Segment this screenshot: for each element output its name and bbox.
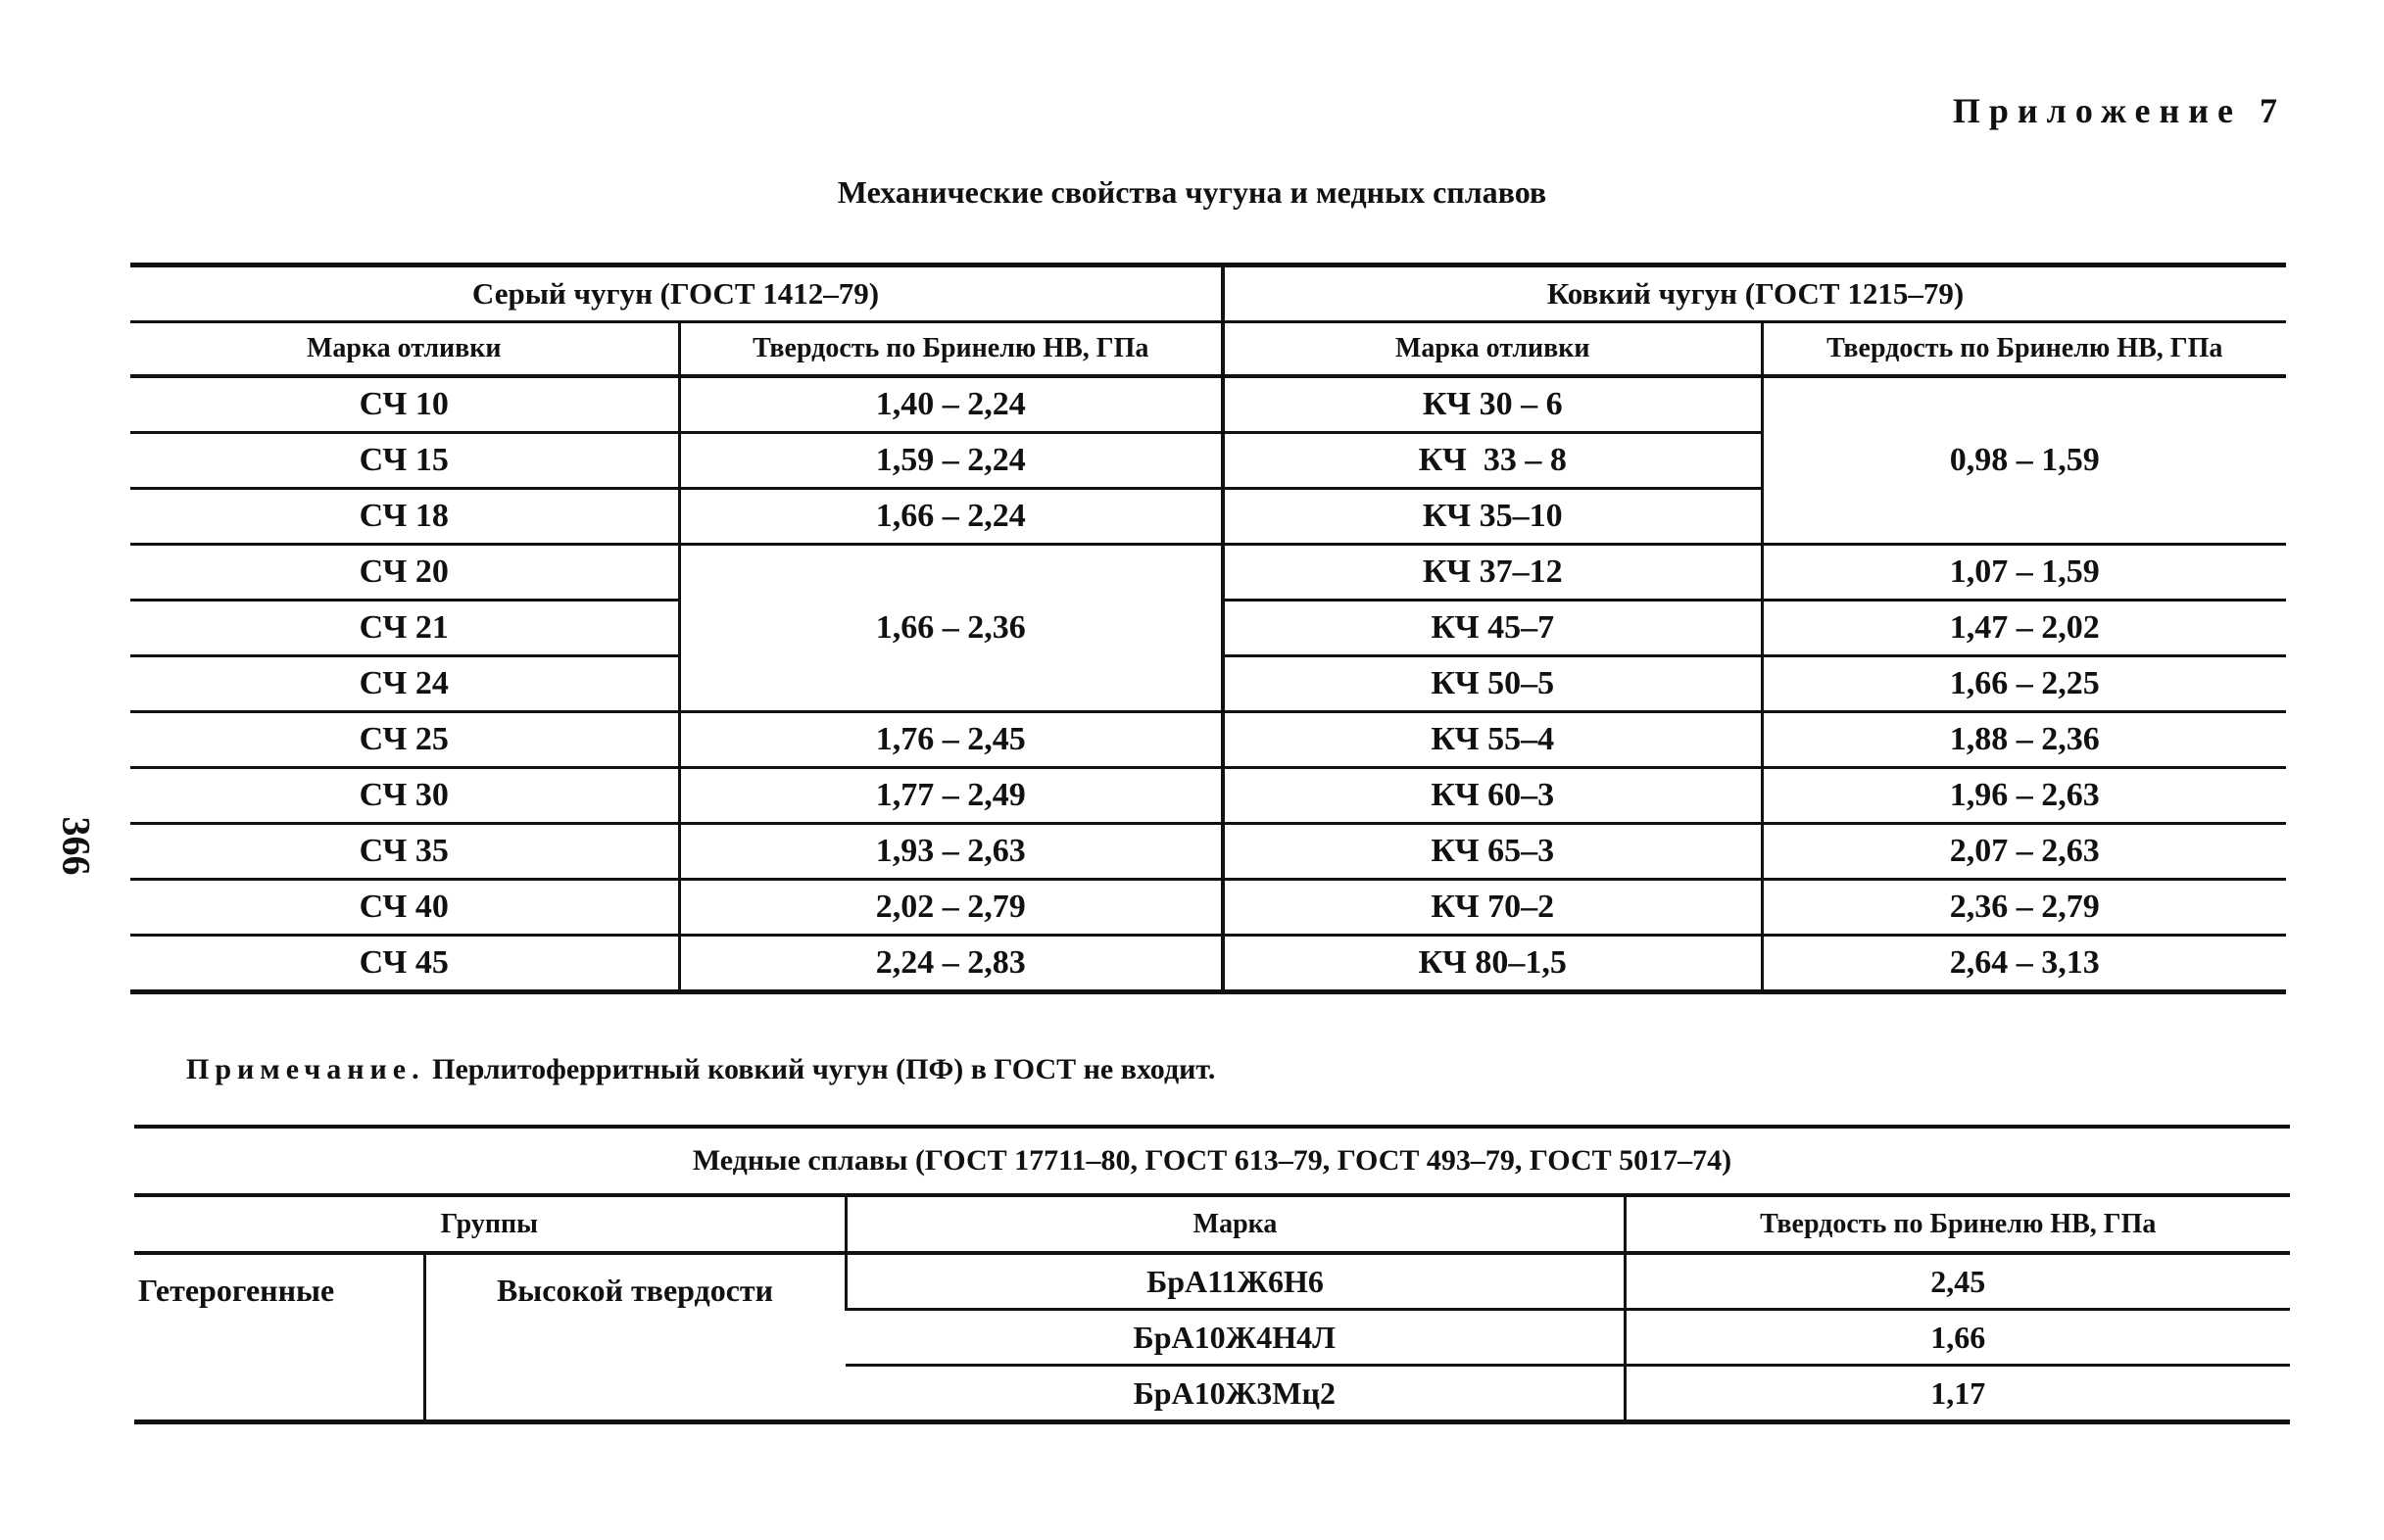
- malleable-grade-cell: КЧ 45–7: [1223, 601, 1762, 656]
- grey-grade-cell: СЧ 15: [130, 433, 679, 489]
- table-row: [130, 545, 2286, 601]
- grey-grade-cell: СЧ 25: [130, 712, 679, 768]
- note-text: Перлитоферритный ковкий чугун (ПФ) в ГОСТ не входит.: [432, 1053, 1216, 1085]
- grey-grade-cell: СЧ 45: [359, 944, 449, 981]
- cast-iron-table: [130, 263, 2286, 994]
- table-row: [130, 880, 2286, 936]
- table-row: [130, 712, 2286, 768]
- malleable-hardness-cell: 0,98 – 1,59: [1762, 376, 2286, 545]
- groups-column-header: Группы: [134, 1195, 846, 1253]
- grey-grade-column-header: Марка отливки: [130, 322, 679, 377]
- malleable-grade-cell: КЧ 60–3: [1223, 768, 1762, 824]
- grade-cell: БрА10Ж4Н4Л: [846, 1310, 1625, 1366]
- grey-grade-cell: СЧ 10: [130, 376, 679, 433]
- grade-cell: БрА11Ж6Н6: [846, 1253, 1625, 1310]
- subgroup-cell: Высокой твердости: [424, 1253, 846, 1422]
- malleable-hardness-cell: 2,36 – 2,79: [1762, 880, 2286, 936]
- table-row: [130, 824, 2286, 880]
- hardness-cell: 2,45: [1625, 1253, 2290, 1310]
- group-cell: Гетерогенные: [138, 1273, 335, 1308]
- grey-hardness-cell: 1,76 – 2,45: [679, 712, 1223, 768]
- malleable-grade-cell: КЧ 70–2: [1223, 880, 1762, 936]
- hardness-cell: 1,17: [1625, 1366, 2290, 1422]
- grey-grade-cell: СЧ 18: [130, 489, 679, 545]
- grey-hardness-cell: 2,24 – 2,83: [679, 936, 1223, 992]
- grade-column-header: Марка: [846, 1195, 1625, 1253]
- malleable-grade-cell: КЧ 80–1,5: [1223, 936, 1762, 992]
- grey-hardness-cell: 1,66 – 2,24: [679, 489, 1223, 545]
- malleable-hardness-cell: 2,07 – 2,63: [1762, 824, 2286, 880]
- malleable-hardness-cell: 2,64 – 3,13: [1762, 936, 2286, 992]
- malleable-hardness-cell: 1,47 – 2,02: [1762, 601, 2286, 656]
- malleable-grade-cell: КЧ 30 – 6: [1223, 376, 1762, 433]
- grey-grade-cell: СЧ 24: [130, 656, 679, 712]
- grey-grade-cell: СЧ 21: [130, 601, 679, 656]
- malleable-grade-cell: КЧ 35–10: [1223, 489, 1762, 545]
- malleable-grade-cell: КЧ 37–12: [1223, 545, 1762, 601]
- table-row: [130, 376, 2286, 433]
- note-lead: Примечание.: [186, 1053, 425, 1085]
- grey-grade-cell: СЧ 20: [130, 545, 679, 601]
- malleable-grade-cell: КЧ 65–3: [1223, 824, 1762, 880]
- malleable-grade-cell: КЧ 50–5: [1223, 656, 1762, 712]
- copper-caption: Медные сплавы (ГОСТ 17711–80, ГОСТ 613–79, ГОСТ 493–79, ГОСТ 5017–74): [692, 1144, 1732, 1177]
- table-row: [130, 936, 2286, 992]
- copper-top-rule: [134, 1125, 2290, 1129]
- malleable-hardness-cell: 1,88 – 2,36: [1762, 712, 2286, 768]
- hardness-cell: 1,66: [1625, 1310, 2290, 1366]
- malleable-grade-column-header: Марка отливки: [1223, 322, 1762, 377]
- page-title: Механические свойства чугуна и медных сплавов: [837, 174, 1547, 210]
- malleable-hardness-column-header: Твердость по Бринелю НВ, ГПа: [1762, 322, 2286, 377]
- hardness-column-header: Твердость по Бринелю НВ, ГПа: [1625, 1195, 2290, 1253]
- appendix-label: Приложение 7: [1952, 91, 2286, 130]
- note: [186, 1053, 1215, 1086]
- page-number: 366: [54, 816, 99, 876]
- grade-cell: БрА10Ж3Мц2: [1133, 1374, 1336, 1411]
- table-row: [130, 768, 2286, 824]
- grey-hardness-cell: 1,59 – 2,24: [679, 433, 1223, 489]
- grey-grade-cell: СЧ 40: [130, 880, 679, 936]
- grey-iron-header: Серый чугун (ГОСТ 1412–79): [130, 265, 1223, 322]
- malleable-grade-cell: КЧ 33 – 8: [1223, 433, 1762, 489]
- grey-hardness-cell: 1,93 – 2,63: [679, 824, 1223, 880]
- copper-alloys-table: [134, 1193, 2290, 1424]
- malleable-hardness-cell: 1,96 – 2,63: [1762, 768, 2286, 824]
- grey-hardness-cell: 1,77 – 2,49: [679, 768, 1223, 824]
- grey-hardness-column-header: Твердость по Бринелю НВ, ГПа: [679, 322, 1223, 377]
- malleable-grade-cell: КЧ 55–4: [1223, 712, 1762, 768]
- grey-hardness-cell: 1,66 – 2,36: [679, 545, 1223, 712]
- malleable-hardness-cell: 1,07 – 1,59: [1762, 545, 2286, 601]
- grey-grade-cell: СЧ 35: [130, 824, 679, 880]
- grey-hardness-cell: 2,02 – 2,79: [679, 880, 1223, 936]
- malleable-iron-header: Ковкий чугун (ГОСТ 1215–79): [1223, 265, 2286, 322]
- table-row: [134, 1253, 2290, 1310]
- malleable-hardness-cell: 1,66 – 2,25: [1762, 656, 2286, 712]
- grey-hardness-cell: 1,40 – 2,24: [679, 376, 1223, 433]
- grey-grade-cell: СЧ 30: [130, 768, 679, 824]
